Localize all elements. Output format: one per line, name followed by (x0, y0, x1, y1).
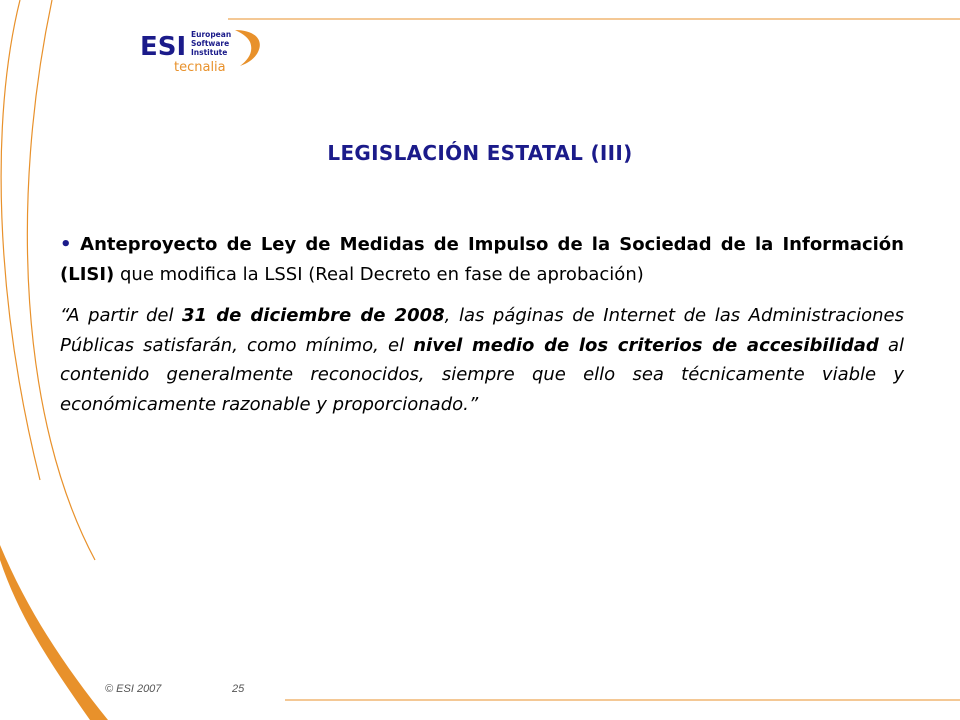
esi-tecnalia-logo (140, 28, 280, 76)
quote-bold2: nivel medio de los criterios de accesibilidad (413, 334, 879, 356)
quote-part2: , las páginas de Internet de las Administraciones Públicas satisfarán, como mínimo, el (60, 305, 904, 356)
bullet-icon: • (60, 234, 72, 255)
footer-page-number: 25 (232, 683, 245, 695)
footer-copyright: © ESI 2007 (105, 683, 162, 695)
slide-title: LEGISLACIÓN ESTATAL (III) (327, 141, 633, 165)
logo-sub: tecnalia (174, 60, 226, 75)
quote-bold1: 31 de diciembre de 2008 (182, 305, 445, 326)
left-arc-thick (0, 545, 108, 720)
logo-acronym: ESI (140, 32, 187, 62)
quote-part1: “A partir del (60, 305, 183, 326)
slide-content (60, 230, 904, 419)
left-arc-thin-outer (1, 0, 40, 480)
bullet-normal-text: que modifica la LSSI (Real Decreto en fase de aprobación) (114, 263, 644, 285)
quote-part3: al contenido generalmente reconocidos, siempre que ello sea técnicamente viable y económicamente razonable y proporcionado.” (60, 334, 905, 415)
logo-line3: Institute (191, 48, 228, 57)
quote-paragraph (60, 301, 904, 419)
logo-swoosh-icon (235, 30, 260, 66)
logo-line2: Software (191, 39, 230, 48)
logo-line1: European (191, 30, 232, 39)
bullet-paragraph (60, 230, 904, 289)
bullet-bold-text: Anteproyecto de Ley de Medidas de Impulso de la Sociedad de la Información (LISI) (60, 234, 904, 285)
